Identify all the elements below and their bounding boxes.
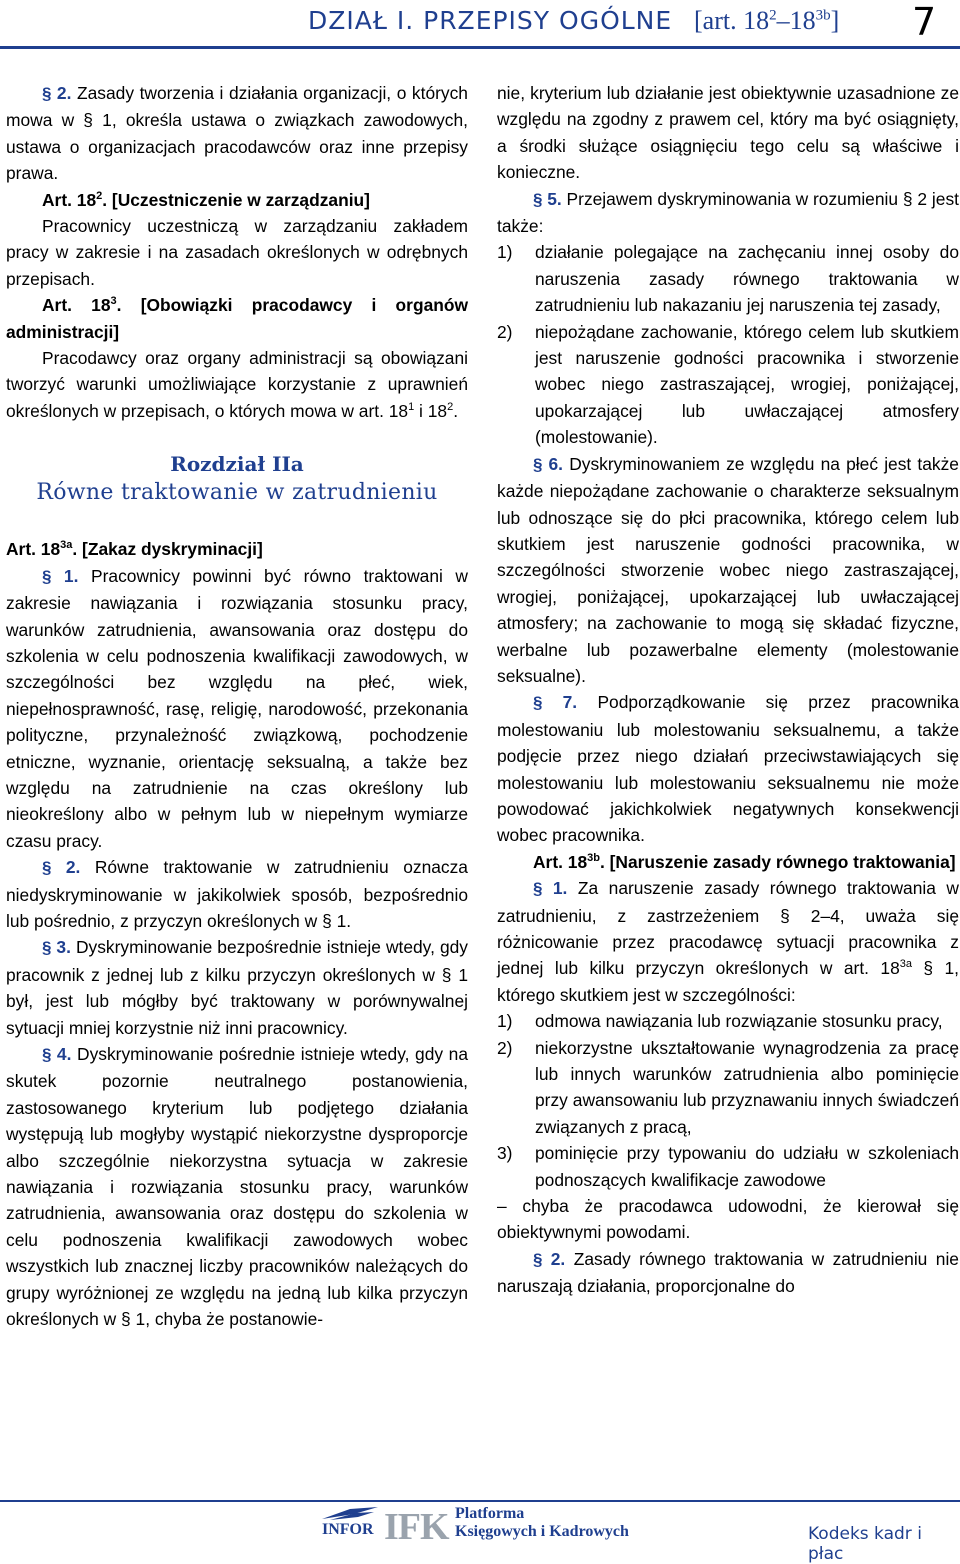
infor-logo-text: INFOR: [322, 1521, 374, 1538]
paragraph: § 7. Podporządkowanie się przez pracownika molestowaniu lub molestowaniu seksualnemu, a także podjęcie przez niego działań przeciwstawiających się molestowaniu lub molestowaniu seksualnemu nie może powodować jakichkolwiek negatywnych konsekwencji wobec pracownika.: [497, 692, 959, 846]
section-title: DZIAŁ I. PRZEPISY OGÓLNE: [308, 6, 673, 35]
list-item: 3) pominięcie przy typowaniu do udziału w szkoleniach podnoszących kwalifikacje zawodowe: [497, 1143, 959, 1190]
paragraph: Pracownicy uczestniczą w zarządzaniu zakładem pracy w zakresie i na zasadach określonych w odrębnych przepisach.: [6, 216, 468, 289]
left-column: [6, 80, 468, 1332]
publisher-logo: [320, 1505, 650, 1548]
paragraph: § 1. Za naruszenie zasady równego traktowania w zatrudnieniu, z zastrzeżeniem § 2–4, uważa się różnicowanie przez pracodawcę sytuacji pracownika z jednej lub kilku przyczyn określonych w art. $18^{3a}$ § 1, którego skutkiem jest w szczególności:: [497, 878, 960, 1005]
article-18-3: Art. $18^3$. [Obowiązki pracodawcy i organów administracji]: [6, 295, 469, 342]
platform-line-1: Platforma: [455, 1505, 525, 1522]
paragraph: § 3. Dyskryminowanie bezpośrednie istnieje wtedy, gdy pracownik z jednej lub z kilku przyczyn określonych w § 1 był, jest lub mógłby być traktowany w porównywalnej sytuacji mniej korzystnie niż inni pracownicy.: [6, 937, 469, 1038]
right-column: [497, 80, 959, 1300]
wing-icon: [320, 1505, 380, 1521]
paragraph: Pracodawcy oraz organy administracji są obowiązani tworzyć warunki umożliwiające korzystanie z uprawnień określonych w przepisach, o których mowa w art. $18^1$ i $18^2$.: [6, 348, 468, 421]
article-range: [art. $18^2-18^{3b}$]: [694, 6, 840, 35]
paragraph: § 6. Dyskryminowaniem ze względu na płeć jest także każde niepożądane zachowanie o charakterze seksualnym lub odnoszące się do płci pracownika, którego celem lub skutkiem jest naruszenie godności pracownika, w szczególności stworzenie wobec niego zastraszającej, wrogiej, poniżającej, upokarzającej lub uwłaczającej atmosfery; na zachowanie to mogą się składać fizyczne, werbalne lub pozawerbalne elementy (molestowanie seksualne).: [497, 453, 959, 686]
paragraph: nie, kryterium lub działanie jest obiektywnie uzasadnione ze względu na zgodny z prawem cel, który ma być osiągnięty, a środki służące osiągnięciu tego celu są właściwe i konieczne.: [497, 83, 959, 183]
chapter-title: Równe traktowanie w zatrudnieniu: [36, 480, 438, 506]
article-18-2: Art. $18^2$. [Uczestniczenie w zarządzaniu]: [42, 189, 370, 210]
ifk-logo-text: IFK: [384, 1506, 449, 1548]
article-18-3a: Art. $18^{3a}$. [Zakaz dyskryminacji]: [6, 539, 263, 560]
footer-rule: [0, 1500, 960, 1502]
section-sign: §: [42, 84, 57, 103]
paragraph: § 1. Pracownicy powinni być równo traktowani w zakresie nawiązania i rozwiązania stosunku pracy, warunków zatrudnienia, awansowania oraz dostępu do szkolenia w celu podnoszenia kwalifikacji zawodowych, w szczególności bez względu na płeć, wiek, niepełnosprawność, rasę, religię, narodowość, przekonania polityczne, przynależność związkową, pochodzenie etniczne, wyznanie, orientację seksualną, a także bez względu na zatrudnienie na czas określony lub nieokreślony albo w pełnym lub w niepełnym wymiarze czasu pracy.: [6, 565, 468, 851]
paragraph: § 5. Przejawem dyskryminowania w rozumieniu § 2 jest także:: [497, 188, 959, 237]
header-rule: [0, 46, 960, 49]
paragraph: § 4. Dyskryminowanie pośrednie istnieje wtedy, gdy na skutek pozornie neutralnego postanowienia, zastosowanego kryterium lub podjętego działania występują lub mogłyby wystąpić niekorzystne dysproporcje albo szczególnie niekorzystna sytuacja w zakresie nawiązania i rozwiązania stosunku pracy, warunków zatrudnienia, awansowania oraz dostępu do szkolenia w celu podnoszenia kwalifikacji zawodowych wobec wszystkich lub znacznej liczby pracowników należących do grupy wyróżnionej ze względu na jedną lub kilka przyczyn określonych w § 1, chyba że postanowie-: [6, 1044, 468, 1330]
paragraph: § 2. Zasady równego traktowania w zatrudnieniu nie naruszają działania, proporcjonalne do: [497, 1248, 959, 1297]
list-item: 2) niepożądane zachowanie, którego celem lub skutkiem jest naruszenie godności pracownika i stworzenie wobec niego zastraszającej, wrogiej, poniżającej, upokarzającej lub uwłaczającej atmosfery (molestowanie).: [497, 321, 959, 448]
page-header: [0, 0, 960, 52]
chapter-number: Rozdział IIa: [170, 452, 304, 477]
list-item: 1) odmowa nawiązania lub rozwiązanie stosunku pracy,: [497, 1011, 943, 1032]
article-18-3b: Art. $18^{3b}$. [Naruszenie zasady równego traktowania]: [533, 851, 956, 872]
book-title: Kodeks kadr i płac: [808, 1524, 922, 1564]
page-number: 7: [912, 0, 937, 44]
list-item: 1) działanie polegające na zachęcaniu innej osoby do naruszenia zasady równego traktowania w zatrudnieniu lub nakazaniu jej naruszenia tej zasady,: [497, 242, 959, 316]
paragraph: § 2. Zasady tworzenia i działania organizacji, o których mowa w § 1, określa ustawa o związkach zawodowych, ustawa o organizacjach pracodawców oraz inne przepisy prawa.: [6, 83, 468, 184]
paragraph: – chyba że pracodawca udowodni, że kierował się obiektywnymi powodami.: [497, 1196, 959, 1243]
platform-line-2: Księgowych i Kadrowych: [455, 1523, 629, 1540]
paragraph: § 2. Równe traktowanie w zatrudnieniu oznacza niedyskryminowanie w jakikolwiek sposób, bezpośrednio lub pośrednio, z przyczyn określonych w § 1.: [6, 857, 468, 931]
list-item: 2) niekorzystne ukształtowanie wynagrodzenia za pracę lub innych warunków zatrudnienia albo pominięcie przy awansowaniu lub przyznawaniu innych świadczeń związanych z pracą,: [497, 1037, 959, 1137]
